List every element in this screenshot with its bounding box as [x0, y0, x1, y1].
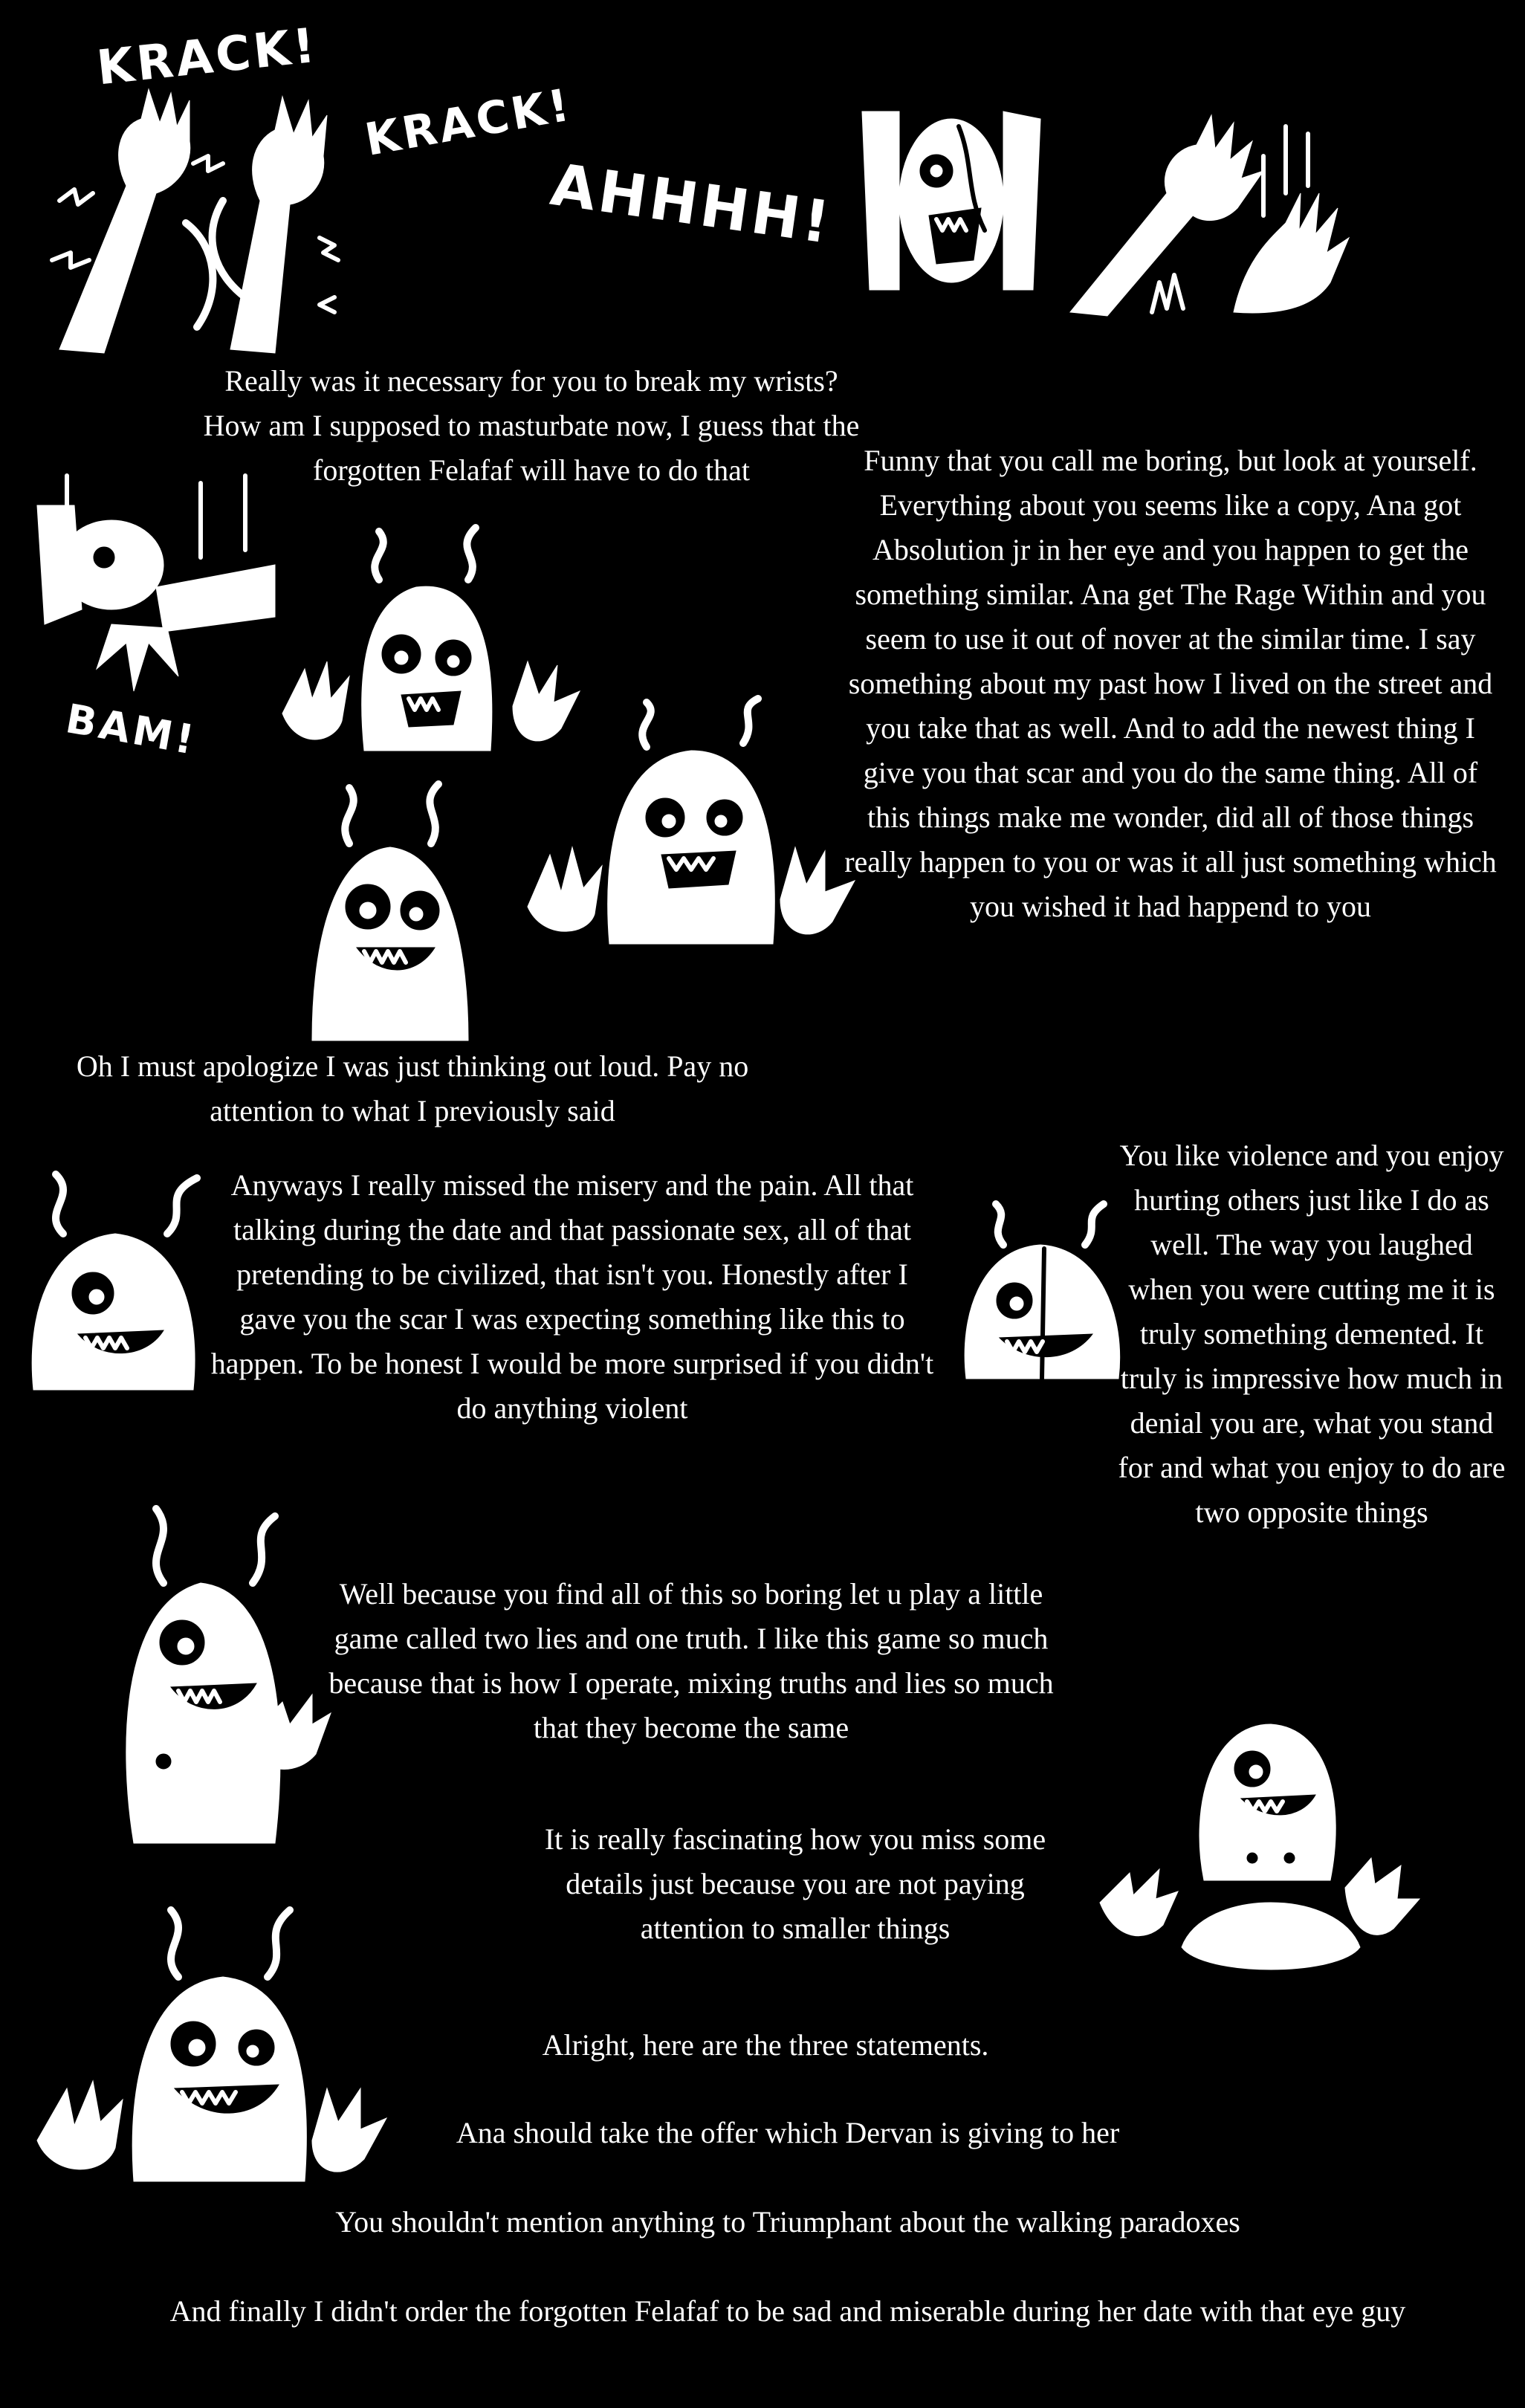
caption-2: Funny that you call me boring, but look at yourself. Everything about you seems like a copy, Ana got Absolution jr in her eye and you happen to get the something similar. Ana get The Rage Within and you seem to use it out of nover at the similar time. I say something about my past how I lived on the street and you take that as well. And to add the newest thing I give you that scar and you do the same thing. All of this things make me wonder, did all of those things really happen to you or was it all just something which you wished it had happend to you	[844, 444, 1497, 923]
caption-1: Really was it necessary for you to break my wrists? How am I supposed to masturbate now, I guess that the forgotten Felafaf will have to do that	[203, 364, 860, 487]
caption-10: You shouldn't mention anything to Triumphant about the walking paradoxes	[335, 2205, 1240, 2239]
sfx-scream: AHHHH!	[546, 151, 837, 258]
caption-9: Ana should take the offer which Dervan is giving to her	[456, 2116, 1120, 2149]
grinning-creature-left-art	[19, 1174, 212, 1397]
gesturing-creature-art	[89, 1494, 334, 1851]
hands-on-ground-art	[1063, 111, 1360, 320]
sfx-krack-1: KRACK!	[94, 18, 321, 97]
smug-creature-art	[520, 706, 862, 951]
screaming-face-art	[855, 104, 1048, 297]
caption-11: And finally I didn't order the forgotten Felafaf to be sad and miserable during her date with that eye guy	[169, 2294, 1406, 2328]
wrist-breaking-hands-art	[45, 74, 357, 357]
sfx-bam: BAM!	[62, 695, 201, 764]
caption-3: Oh I must apologize I was just thinking out loud. Pay no attention to what I previously said	[76, 1049, 749, 1127]
caption-4: Anyways I really missed the misery and the pain. All that talking during the date and that passionate sex, all of that pretending to be civilized, that isn't you. Honestly after I gave you the scar I was expecting something like this to happen. To be honest I would be more surprised if you didn't do anything violent	[210, 1168, 934, 1425]
caption-7: It is really fascinating how you miss some details just because you are not paying attention to smaller things	[544, 1822, 1046, 1945]
caption-5: You like violence and you enjoy hurting others just like I do as well. The way you laughed when you were cutting me it is truly something demented. It truly is impressive how much in denial you are, what you stand for and what you enjoy to do are two opposite things	[1118, 1139, 1506, 1529]
sitting-creature-art	[1092, 1709, 1419, 1984]
bam-punch-art	[30, 476, 282, 699]
grinning-creature-art	[305, 773, 476, 1040]
sfx-krack-2: KRACK!	[361, 79, 576, 166]
half-face-creature-art	[959, 1219, 1130, 1382]
caption-6: Well because you find all of this so boring let u play a little game called two lies and one truth. I like this game so much because that is how I operate, mixing truths and lies so much that they become the same	[328, 1577, 1054, 1744]
caption-8: Alright, here are the three statements.	[542, 2028, 989, 2062]
